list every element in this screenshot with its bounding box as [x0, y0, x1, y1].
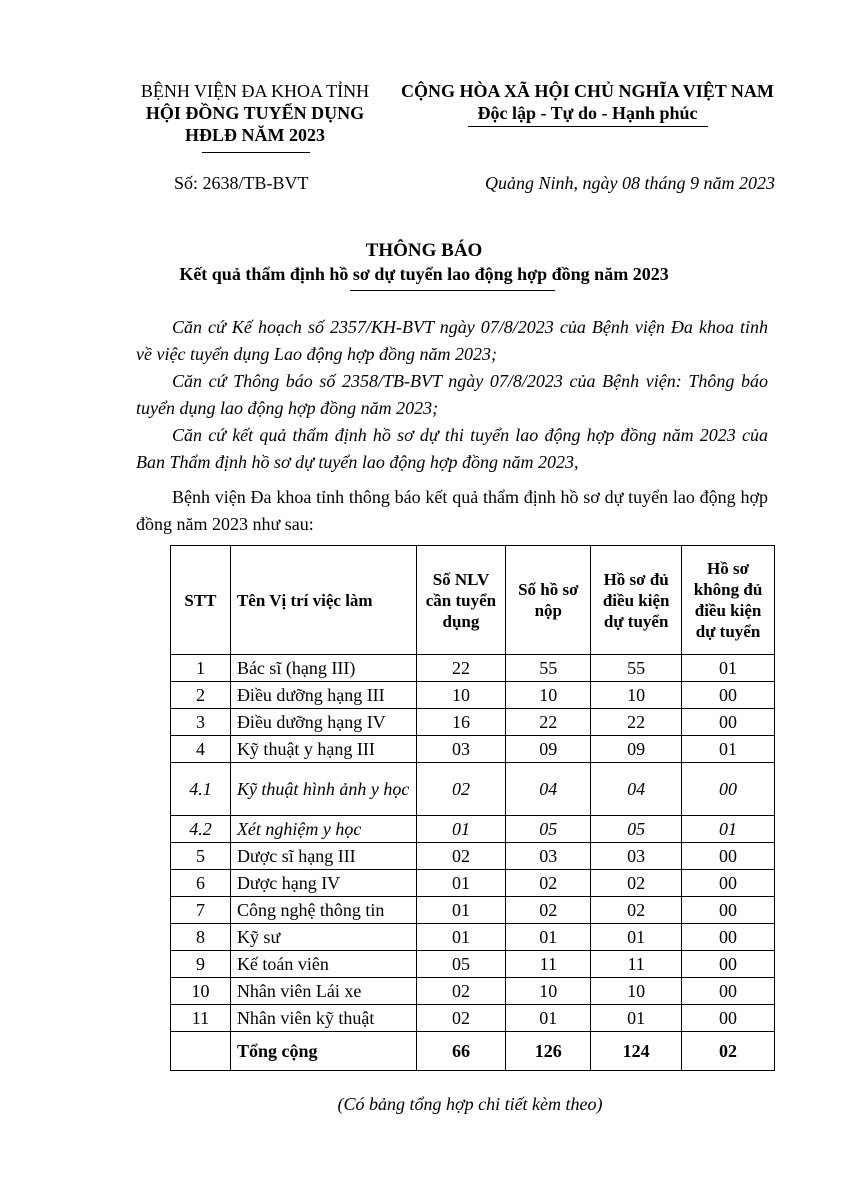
header-required: Số NLV cần tuyển dụng: [416, 546, 506, 655]
total-label: Tổng cộng: [230, 1032, 416, 1071]
cell-required: 03: [416, 736, 506, 763]
place-date: Quảng Ninh, ngày 08 tháng 9 năm 2023: [485, 173, 775, 193]
issuer-year: HĐLĐ NĂM 2023: [185, 125, 325, 145]
issuer-block: [110, 80, 400, 146]
cell-stt: 5: [171, 843, 231, 870]
cell-stt: 7: [171, 897, 231, 924]
cell-eligible: 10: [591, 978, 682, 1005]
cell-eligible: 02: [591, 870, 682, 897]
cell-required: 02: [416, 843, 506, 870]
announcement-text: Bệnh viện Đa khoa tỉnh thông báo kết quả thẩm định hồ sơ dự tuyển lao động hợp đồng năm 2023 như sau:: [136, 487, 768, 534]
cell-ineligible: 00: [682, 763, 775, 816]
cell-submitted: 03: [506, 843, 591, 870]
total-ineligible: 02: [682, 1032, 775, 1071]
cell-ineligible: 00: [682, 870, 775, 897]
national-motto: Độc lập - Tự do - Hạnh phúc: [477, 103, 698, 123]
basis-paragraph: Căn cứ kết quả thẩm định hồ sơ dự thi tuyển lao động hợp đồng năm 2023 của Ban Thẩm định hồ sơ dự tuyển lao động hợp đồng năm 2023,: [136, 425, 768, 472]
cell-position: Kỹ thuật y hạng III: [230, 736, 416, 763]
cell-required: 01: [416, 924, 506, 951]
document-number: Số: 2638/TB-BVT: [174, 173, 309, 193]
cell-position: Điều dưỡng hạng III: [230, 682, 416, 709]
motto-underline: [468, 126, 708, 127]
cell-stt: 2: [171, 682, 231, 709]
cell-required: 01: [416, 897, 506, 924]
national-heading: [400, 80, 775, 124]
cell-required: 22: [416, 655, 506, 682]
cell-submitted: 02: [506, 870, 591, 897]
cell-ineligible: 00: [682, 924, 775, 951]
cell-required: 05: [416, 951, 506, 978]
cell-position: Công nghệ thông tin: [230, 897, 416, 924]
cell-position: Điều dưỡng hạng IV: [230, 709, 416, 736]
cell-ineligible: 01: [682, 736, 775, 763]
cell-stt: 8: [171, 924, 231, 951]
cell-submitted: 04: [506, 763, 591, 816]
cell-submitted: 11: [506, 951, 591, 978]
cell-submitted: 01: [506, 1005, 591, 1032]
table-row: [171, 1005, 775, 1032]
cell-required: 01: [416, 816, 506, 843]
cell-required: 10: [416, 682, 506, 709]
cell-stt: 9: [171, 951, 231, 978]
table-subrow: [171, 763, 775, 816]
header-ineligible: Hồ sơ không đủ điều kiện dự tuyển: [682, 546, 775, 655]
table-row: [171, 682, 775, 709]
cell-ineligible: 00: [682, 682, 775, 709]
cell-stt: 3: [171, 709, 231, 736]
document-title: THÔNG BÁO: [365, 240, 483, 261]
cell-ineligible: 00: [682, 897, 775, 924]
cell-required: 02: [416, 978, 506, 1005]
legal-basis: [136, 314, 768, 476]
issuer-council: HỘI ĐỒNG TUYỂN DỤNG: [145, 103, 365, 123]
table-total-row: [171, 1032, 775, 1071]
header-stt: STT: [171, 546, 231, 655]
subtitle-underline: [350, 290, 555, 291]
issuer-underline: [202, 152, 310, 153]
table-header-row: [171, 546, 775, 655]
cell-required: 02: [416, 1005, 506, 1032]
result-table: [170, 545, 775, 1071]
table-row: [171, 978, 775, 1005]
cell-submitted: 10: [506, 978, 591, 1005]
cell-position: Dược sĩ hạng III: [230, 843, 416, 870]
attachment-note: (Có bảng tổng hợp chi tiết kèm theo): [337, 1094, 603, 1114]
cell-submitted: 05: [506, 816, 591, 843]
announcement-paragraph: [136, 484, 768, 538]
cell-eligible: 05: [591, 816, 682, 843]
cell-stt: 6: [171, 870, 231, 897]
cell-eligible: 02: [591, 897, 682, 924]
total-required: 66: [416, 1032, 506, 1071]
cell-stt: 4.1: [171, 763, 231, 816]
table-row: [171, 897, 775, 924]
cell-eligible: 22: [591, 709, 682, 736]
cell-stt: 1: [171, 655, 231, 682]
cell-stt: 10: [171, 978, 231, 1005]
cell-position: Dược hạng IV: [230, 870, 416, 897]
cell-position: Kỹ sư: [230, 924, 416, 951]
country-name: CỘNG HÒA XÃ HỘI CHỦ NGHĨA VIỆT NAM: [401, 81, 774, 101]
cell-ineligible: 00: [682, 1005, 775, 1032]
cell-ineligible: 00: [682, 951, 775, 978]
total-eligible: 124: [591, 1032, 682, 1071]
cell-stt: 11: [171, 1005, 231, 1032]
basis-paragraph: Căn cứ Kế hoạch số 2357/KH-BVT ngày 07/8/2023 của Bệnh viện Đa khoa tỉnh về việc tuyển dụng Lao động hợp đồng năm 2023;: [136, 317, 768, 364]
cell-submitted: 02: [506, 897, 591, 924]
basis-paragraph: Căn cứ Thông báo số 2358/TB-BVT ngày 07/8/2023 của Bệnh viện: Thông báo tuyển dụng lao động hợp đồng năm 2023;: [136, 371, 768, 418]
cell-eligible: 01: [591, 924, 682, 951]
cell-eligible: 01: [591, 1005, 682, 1032]
document-subtitle: Kết quả thẩm định hồ sơ dự tuyển lao động hợp đồng năm 2023: [179, 264, 669, 284]
cell-required: 01: [416, 870, 506, 897]
table-row: [171, 870, 775, 897]
table-row: [171, 951, 775, 978]
cell-eligible: 55: [591, 655, 682, 682]
cell-submitted: 22: [506, 709, 591, 736]
cell-ineligible: 01: [682, 655, 775, 682]
total-stt: [171, 1032, 231, 1071]
cell-position: Xét nghiệm y học: [230, 816, 416, 843]
total-submitted: 126: [506, 1032, 591, 1071]
issuer-org: BỆNH VIỆN ĐA KHOA TỈNH: [140, 81, 370, 101]
table-subrow: [171, 816, 775, 843]
cell-position: Bác sĩ (hạng III): [230, 655, 416, 682]
header-eligible: Hồ sơ đủ điều kiện dự tuyển: [591, 546, 682, 655]
cell-ineligible: 01: [682, 816, 775, 843]
table-row: [171, 843, 775, 870]
table-row: [171, 655, 775, 682]
cell-eligible: 10: [591, 682, 682, 709]
cell-position: Nhân viên kỹ thuật: [230, 1005, 416, 1032]
cell-stt: 4.2: [171, 816, 231, 843]
cell-stt: 4: [171, 736, 231, 763]
cell-required: 02: [416, 763, 506, 816]
cell-eligible: 11: [591, 951, 682, 978]
cell-eligible: 03: [591, 843, 682, 870]
table-row: [171, 736, 775, 763]
cell-eligible: 04: [591, 763, 682, 816]
cell-submitted: 09: [506, 736, 591, 763]
cell-position: Nhân viên Lái xe: [230, 978, 416, 1005]
cell-ineligible: 00: [682, 978, 775, 1005]
cell-position: Kỹ thuật hình ảnh y học: [230, 763, 416, 816]
cell-eligible: 09: [591, 736, 682, 763]
cell-ineligible: 00: [682, 843, 775, 870]
cell-position: Kế toán viên: [230, 951, 416, 978]
header-submitted: Số hồ sơ nộp: [506, 546, 591, 655]
cell-ineligible: 00: [682, 709, 775, 736]
cell-submitted: 01: [506, 924, 591, 951]
header-position: Tên Vị trí việc làm: [230, 546, 416, 655]
cell-required: 16: [416, 709, 506, 736]
table-row: [171, 709, 775, 736]
cell-submitted: 10: [506, 682, 591, 709]
table-row: [171, 924, 775, 951]
cell-submitted: 55: [506, 655, 591, 682]
